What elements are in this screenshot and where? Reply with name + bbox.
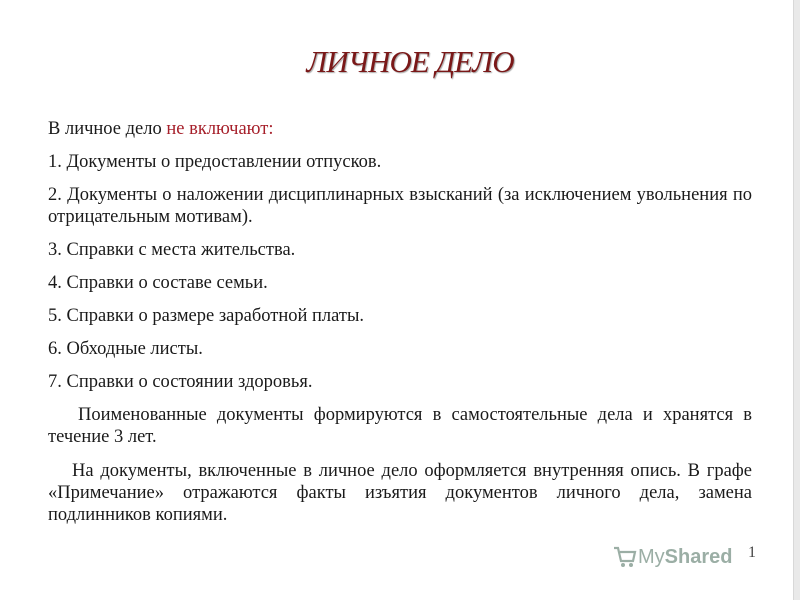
intro-prefix: В личное дело bbox=[48, 119, 167, 139]
list-item: 3. Справки с места жительства. bbox=[48, 240, 296, 260]
list-item: 4. Справки о составе семьи. bbox=[48, 273, 268, 293]
paragraph-storage: Поименованные документы формируются в самостоятельные дела и хранятся в течение 3 лет. bbox=[48, 405, 752, 447]
page-number: 1 bbox=[748, 544, 756, 561]
list-item: 1. Документы о предоставлении отпусков. bbox=[48, 152, 382, 172]
paragraph-inventory: На документы, включенные в личное дело оформляется внутренняя опись. В графе «Примечание» отражаются факты изъятия документов личного дела, замена подлинников копиями. bbox=[48, 461, 752, 525]
intro-highlight: не включают: bbox=[166, 119, 274, 139]
cart-icon bbox=[612, 544, 638, 570]
slide-title: ЛИЧНОЕ ДЕЛО bbox=[306, 44, 514, 79]
watermark-brand-left: My bbox=[638, 545, 665, 568]
watermark-logo bbox=[612, 544, 732, 570]
list-item: 6. Обходные листы. bbox=[48, 339, 203, 359]
list-item: 7. Справки о состоянии здоровья. bbox=[48, 372, 313, 392]
list-item: 2. Документы о наложении дисциплинарных взысканий (за исключением увольнения по отрицательным мотивам). bbox=[48, 185, 752, 227]
watermark-brand-right: Shared bbox=[664, 545, 733, 568]
list-item: 5. Справки о размере заработной платы. bbox=[48, 306, 364, 326]
slide-edge-bar bbox=[793, 0, 800, 600]
slide-body bbox=[48, 118, 752, 538]
intro-line bbox=[48, 118, 752, 140]
